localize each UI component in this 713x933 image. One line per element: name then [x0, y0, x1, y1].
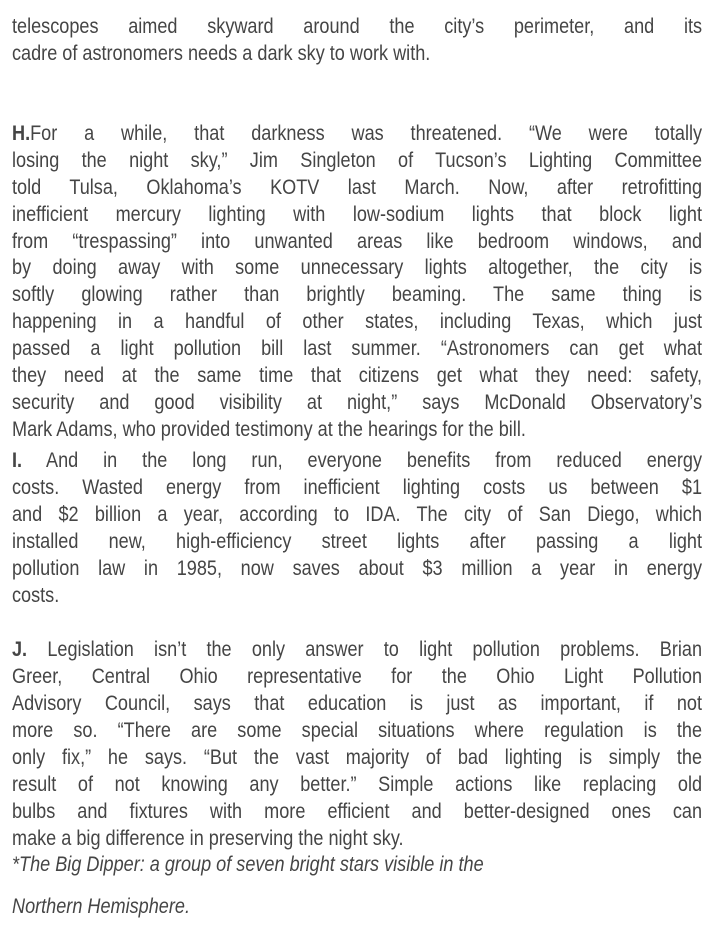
- text-line: I. And in the long run, everyone benefits from reduced energy: [12, 448, 703, 472]
- paragraph-label: I.: [12, 448, 23, 472]
- text-line: result of not knowing any better.” Simple actions like replacing old: [12, 772, 703, 796]
- text-line: J. Legislation isn’t the only answer to light pollution problems. Brian: [12, 637, 703, 661]
- text-line: costs.: [12, 583, 60, 607]
- text-line: softly glowing rather than brightly beaming. The same thing is: [12, 282, 703, 306]
- text-line: cadre of astronomers needs a dark sky to work with.: [12, 41, 431, 65]
- text-line: pollution law in 1985, now saves about $3 million a year in energy: [12, 556, 703, 580]
- paragraph-label: H.: [12, 121, 31, 145]
- text-line: and $2 billion a year, according to IDA. The city of San Diego, which: [12, 502, 703, 526]
- text-line: by doing away with some unnecessary lights altogether, the city is: [12, 255, 703, 279]
- text-line: installed new, high-efficiency street lights after passing a light: [12, 529, 703, 553]
- text-line: told Tulsa, Oklahoma’s KOTV last March. Now, after retrofitting: [12, 175, 703, 199]
- text-line: more so. “There are some special situations where regulation is the: [12, 718, 703, 742]
- text-line: passed a light pollution bill last summer. “Astronomers can get what: [12, 336, 703, 360]
- footnote-line: Northern Hemisphere.: [12, 894, 190, 918]
- text-line: make a big difference in preserving the night sky.: [12, 826, 404, 850]
- text-line: H.For a while, that darkness was threatened. “We were totally: [12, 121, 703, 145]
- text-line: inefficient mercury lighting with low-sodium lights that block light: [12, 202, 703, 226]
- text-line: from “trespassing” into unwanted areas like bedroom windows, and: [12, 229, 703, 253]
- text-line: security and good visibility at night,” says McDonald Observatory’s: [12, 390, 703, 414]
- text-line: Advisory Council, says that education is just as important, if not: [12, 691, 703, 715]
- text-line: happening in a handful of other states, including Texas, which just: [12, 309, 703, 333]
- text-line: they need at the same time that citizens get what they need: safety,: [12, 363, 703, 387]
- text-line: costs. Wasted energy from inefficient lighting costs us between $1: [12, 475, 703, 499]
- text-line: telescopes aimed skyward around the city’s perimeter, and its: [12, 14, 703, 38]
- footnote-line: *The Big Dipper: a group of seven bright stars visible in the: [12, 852, 484, 876]
- text-line: Greer, Central Ohio representative for the Ohio Light Pollution: [12, 664, 703, 688]
- paragraph-label: J.: [12, 637, 28, 661]
- text-line: bulbs and fixtures with more efficient and better-designed ones can: [12, 799, 703, 823]
- text-line: only fix,” he says. “But the vast majority of bad lighting is simply the: [12, 745, 703, 769]
- text-line: losing the night sky,” Jim Singleton of Tucson’s Lighting Committee: [12, 148, 703, 172]
- text-line: Mark Adams, who provided testimony at the hearings for the bill.: [12, 417, 526, 441]
